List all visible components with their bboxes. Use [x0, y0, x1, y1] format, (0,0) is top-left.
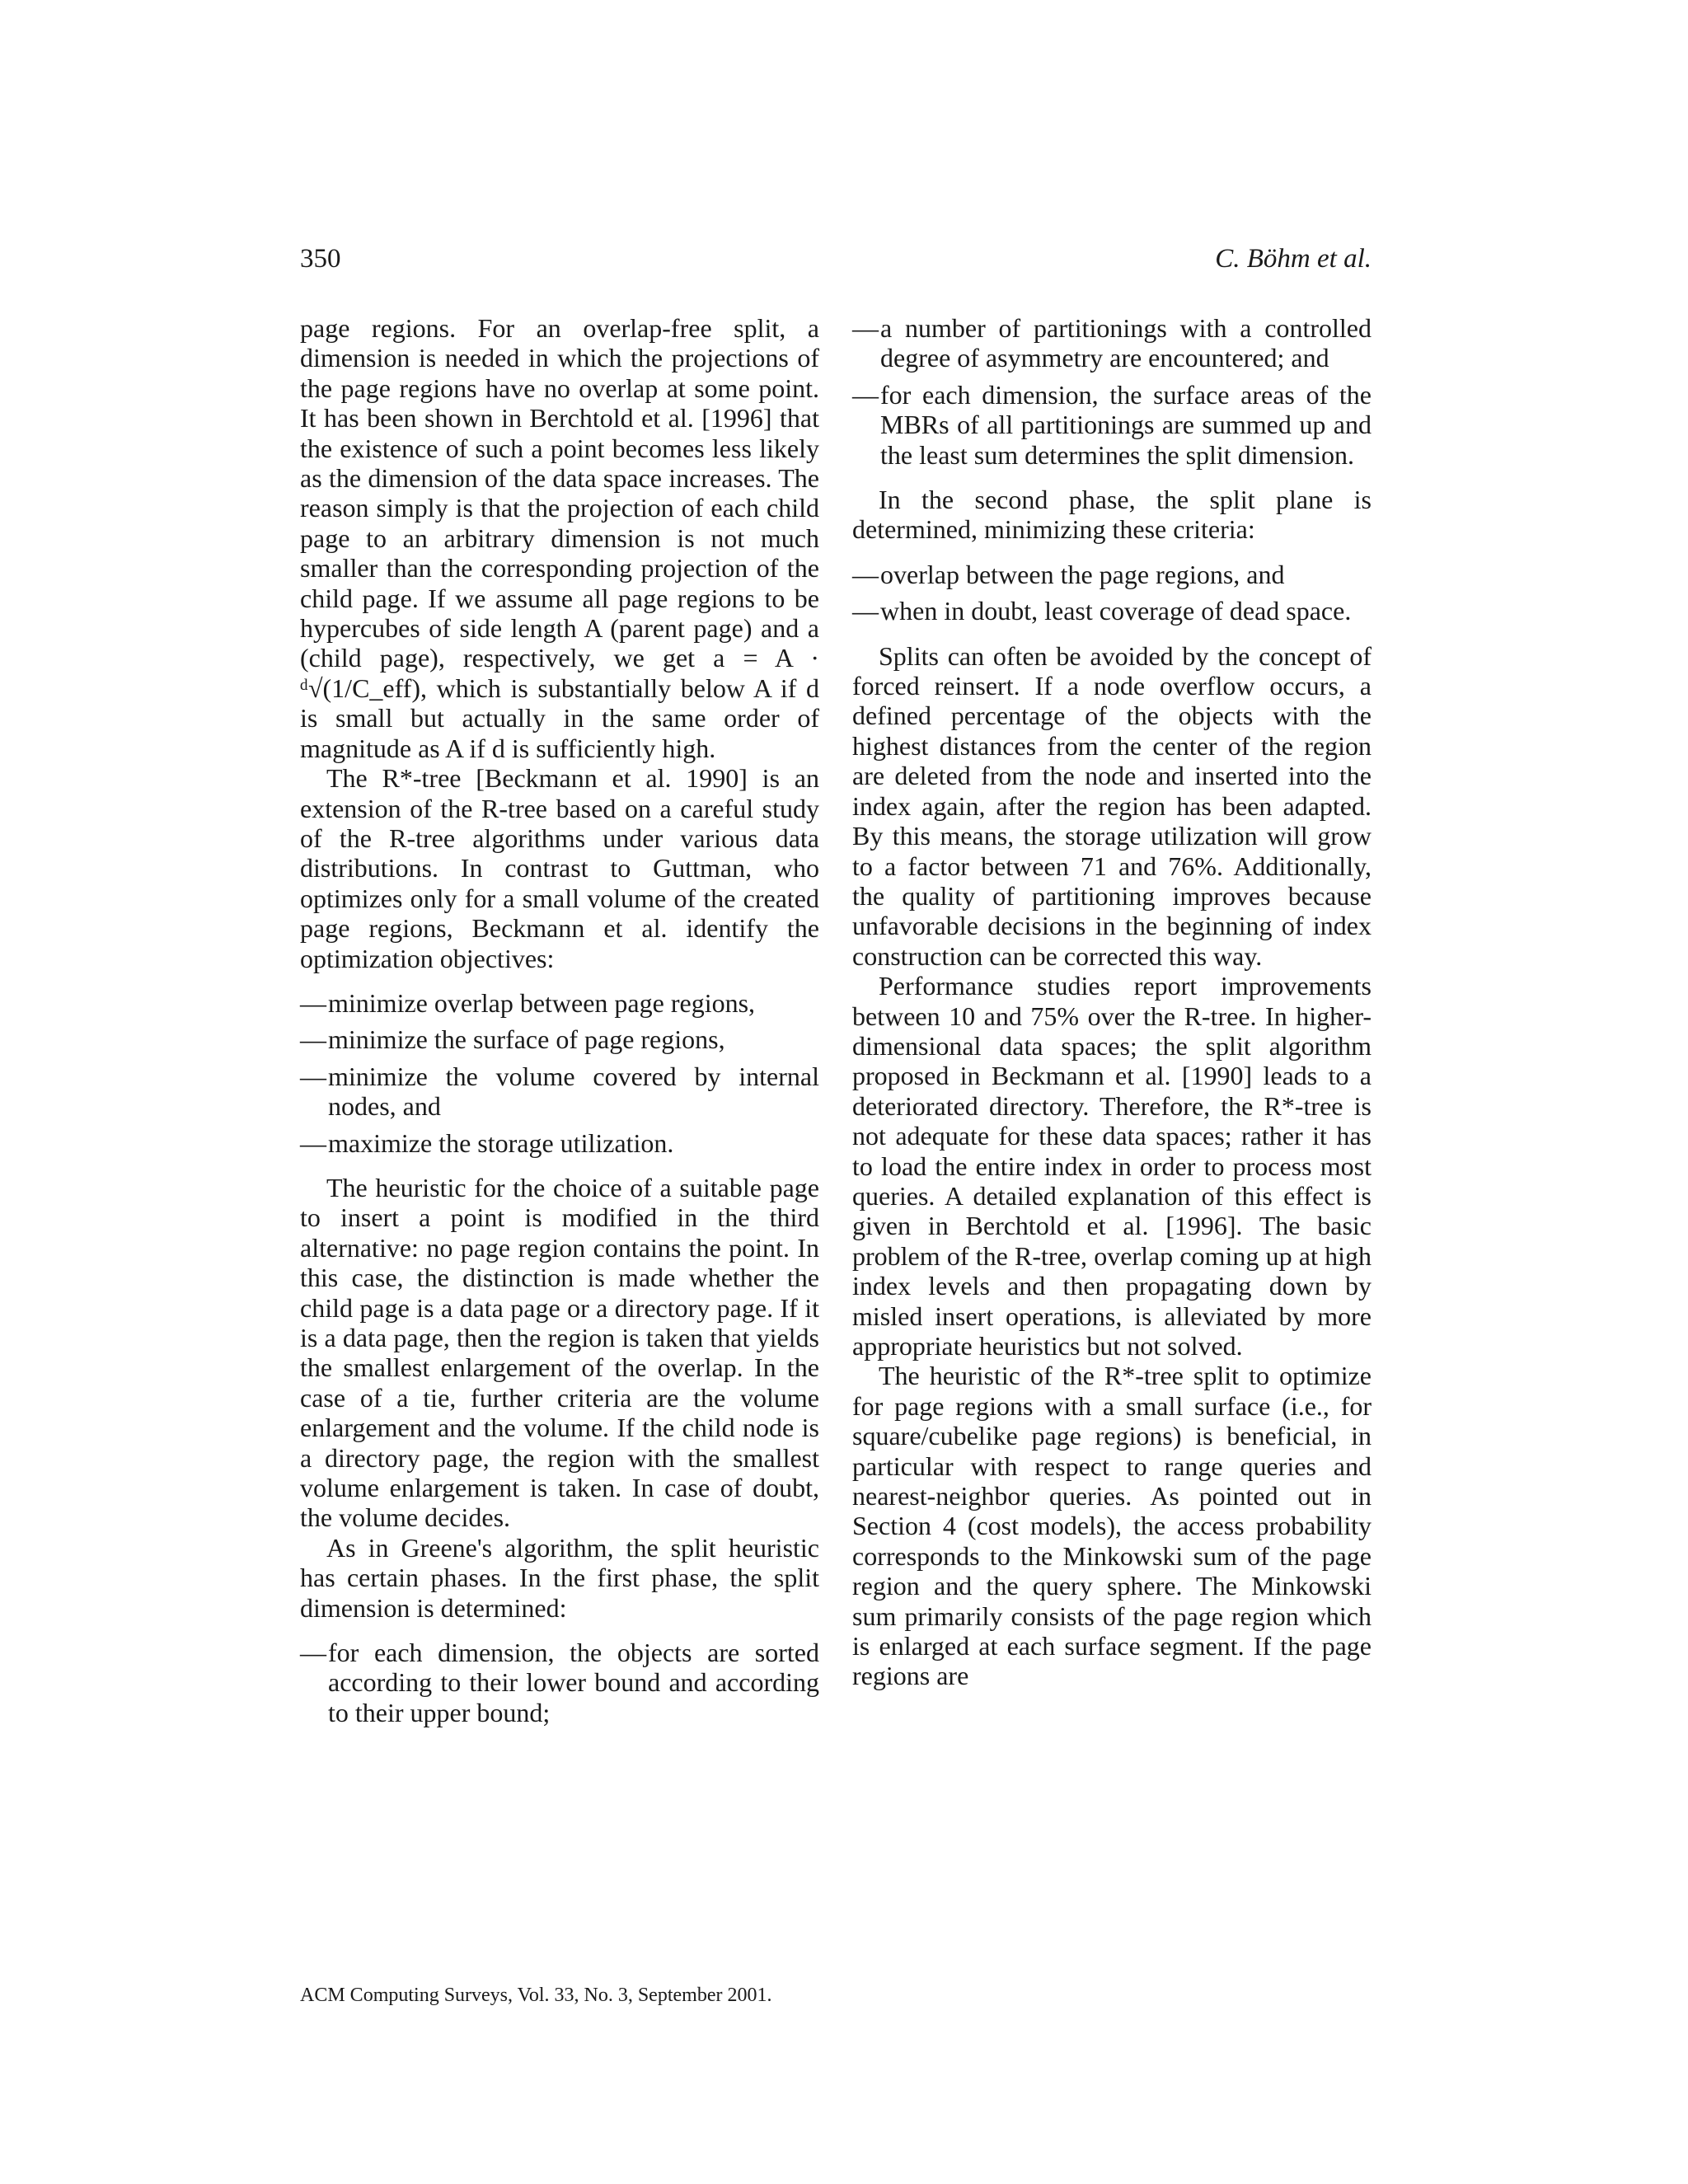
paragraph-overlap-free-split: page regions. For an overlap-free split, a dimension is needed in which the projections of the page regions have no overlap at some point. It has been shown in Berchtold et al. [1996] that the existence of such a point becomes less likely as the dimension of the data space increases. The reason simply is that the projection of each child page to an arbitrary dimension is not much smaller than the corresponding projection of the child page. If we assume all page regions to be hypercubes of side length A (parent page) and a (child page), respectively, we get a = A · ᵈ√(1/C_eff), which is substantially below A if d is small but actually in the same order of magnitude as A if d is sufficiently high. [300, 313, 819, 763]
journal-citation-footer: ACM Computing Surveys, Vol. 33, No. 3, September 2001. [300, 1985, 772, 2006]
left-column [300, 313, 819, 1742]
running-head-authors: C. Böhm et al. [1215, 244, 1372, 274]
list-item: — minimize the volume covered by internal nodes, and [300, 1062, 819, 1122]
paragraph-second-phase: In the second phase, the split plane is determined, minimizing these criteria: [852, 485, 1372, 545]
list-item: — minimize overlap between page regions, [300, 988, 819, 1018]
paragraph-split-heuristic: The heuristic of the R*-tree split to optimize for page regions with a small surface (i.e., for square/cubelike page regions) is beneficial, in particular with respect to range queries and nearest-neighbor queries. As pointed out in Section 4 (cost models), the access probability corresponds to the Minkowski sum of the page region and the query sphere. The Minkowski sum primarily consists of the page region which is enlarged at each surface segment. If the page regions are [852, 1361, 1372, 1691]
running-header [300, 244, 1372, 280]
list-item: — maximize the storage utilization. [300, 1128, 819, 1158]
paragraph-rstar-tree-intro: The R*-tree [Beckmann et al. 1990] is an extension of the R-tree based on a careful study of the R-tree algorithms under various data distributions. In contrast to Guttman, who optimizes only for a small volume of the created page regions, Beckmann et al. identify the optimization objectives: [300, 763, 819, 973]
paragraph-forced-reinsert: Splits can often be avoided by the concept of forced reinsert. If a node overflow occurs, a defined percentage of the objects with the highest distances from the center of the region are deleted from the node and inserted into the index again, after the region has been adapted. By this means, the storage utilization will grow to a factor between 71 and 76%. Additionally, the quality of partitioning improves because unfavorable decisions in the beginning of index construction can be corrected this way. [852, 640, 1372, 971]
list-item: — overlap between the page regions, and [852, 560, 1372, 589]
page-number: 350 [300, 244, 341, 274]
list-item: — minimize the surface of page regions, [300, 1024, 819, 1054]
paragraph-insert-heuristic: The heuristic for the choice of a suitable page to insert a point is modified in the third alternative: no page region contains the point. In this case, the distinction is made whether the child page is a data page or a directory page. If it is a data page, then the region is taken that yields the smallest enlargement of the overlap. In the case of a tie, further criteria are the volume enlargement and the volume. If the child node is a directory page, the region with the smallest volume enlargement is taken. In case of doubt, the volume decides. [300, 1172, 819, 1533]
list-item: — a number of partitionings with a controlled degree of asymmetry are encountered; and [852, 313, 1372, 373]
list-item: — for each dimension, the surface areas of the MBRs of all partitionings are summed up and the least sum determines the split dimension. [852, 380, 1372, 470]
list-item: — for each dimension, the objects are sorted according to their lower bound and according to their upper bound; [300, 1638, 819, 1727]
paragraph-performance-studies: Performance studies report improvements between 10 and 75% over the R-tree. In higher-dimensional data spaces; the split algorithm proposed in Beckmann et al. [1990] leads to a deteriorated directory. Therefore, the R*-tree is not adequate for these data spaces; rather it has to load the entire index in order to process most queries. A detailed explanation of this effect is given in Berchtold et al. [1996]. The basic problem of the R-tree, overlap coming up at high index levels and then propagating down by misled insert operations, is alleviated by more appropriate heuristics but not solved. [852, 971, 1372, 1361]
phase1-steps-list [300, 1638, 819, 1727]
optimization-objectives-list [300, 988, 819, 1158]
phase2-criteria-list [852, 560, 1372, 626]
paragraph-split-phases: As in Greene's algorithm, the split heuristic has certain phases. In the first phase, the split dimension is determined: [300, 1532, 819, 1623]
phase1-steps-list-continued [852, 313, 1372, 470]
list-item: — when in doubt, least coverage of dead space. [852, 596, 1372, 626]
right-column [852, 313, 1372, 1691]
